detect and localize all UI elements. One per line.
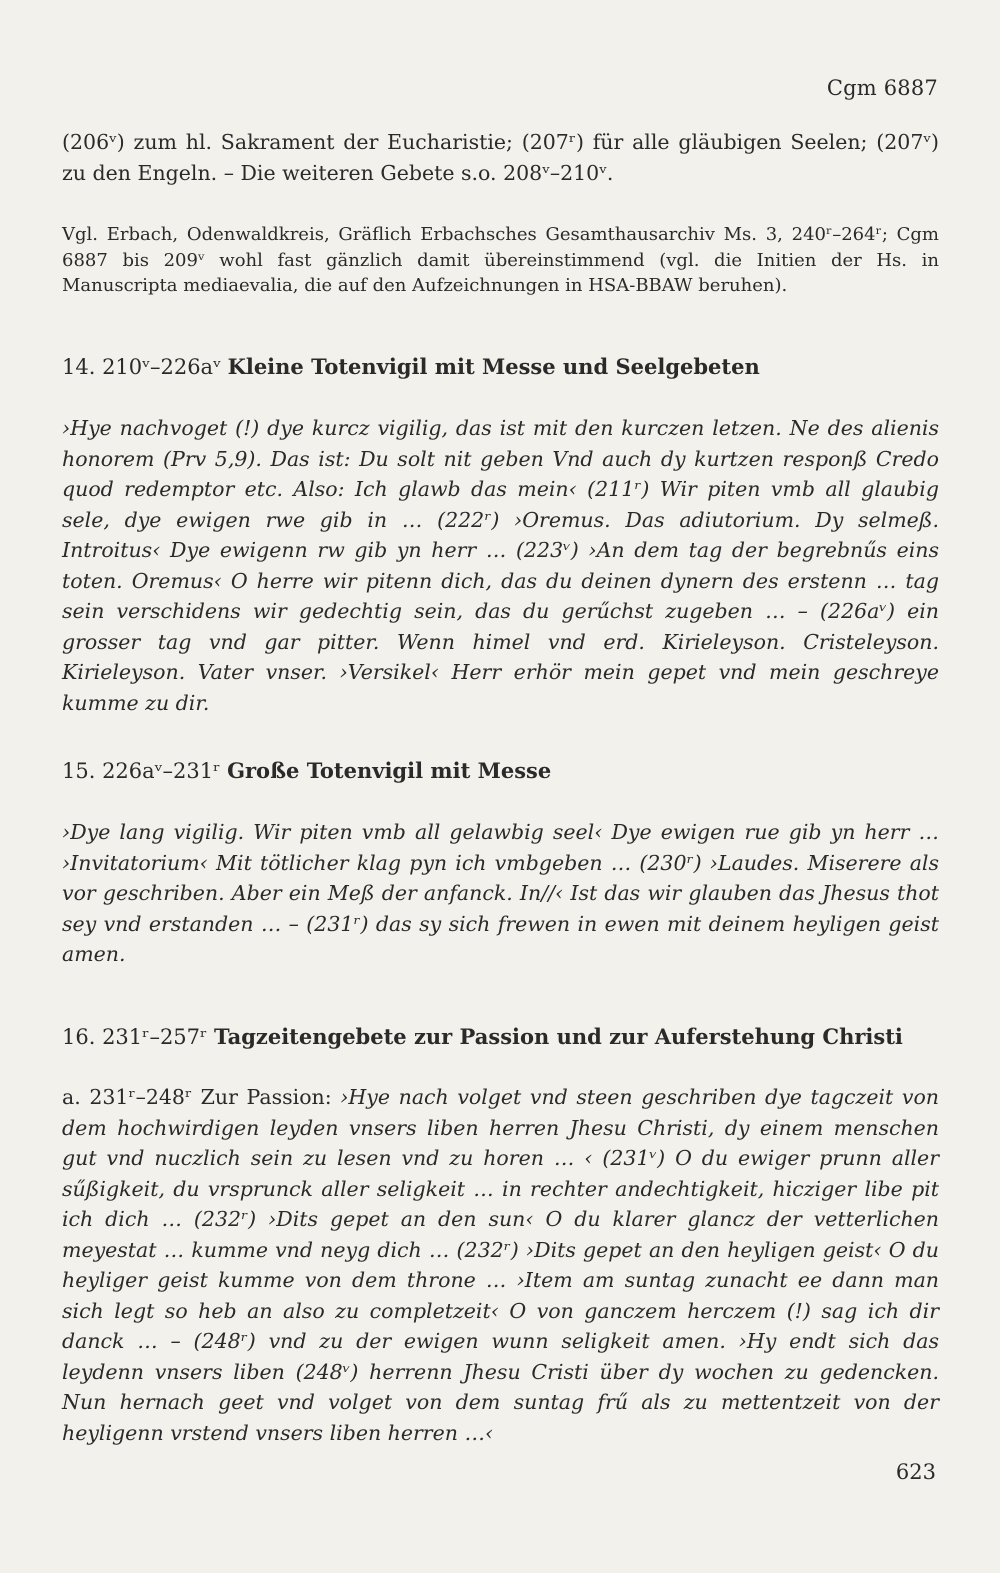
running-header: Cgm 6887: [826, 76, 938, 100]
reference-note: Vgl. Erbach, Odenwaldkreis, Gräflich Erbachsches Gesamthausarchiv Ms. 3, 240ʳ–264ʳ; Cgm 6887 bis 209ᵛ wohl fast gänzlich damit übereinstimmend (vgl. die Initien der Hs. in Manuscripta mediaevalia, die auf den Aufzeichnungen in HSA-BBAW beruhen).: [62, 224, 939, 296]
section-16-number: 16. 231ʳ–257ʳ: [62, 1025, 208, 1049]
section-16-text: [62, 1082, 939, 1448]
section-14-number: 14. 210ᵛ–226aᵛ: [62, 355, 221, 379]
section-16-heading: [62, 1022, 939, 1052]
section-14-title: Kleine Totenvigil mit Messe und Seelgebeten: [227, 354, 760, 379]
section-16-lead: a. 231ʳ–248ʳ Zur Passion:: [62, 1085, 341, 1109]
section-16-title: Tagzeitengebete zur Passion und zur Auferstehung Christi: [214, 1024, 903, 1049]
page-number: 623: [895, 1460, 936, 1484]
section-16-body: ›Hye nach volget vnd steen geschriben dye tagczeit von dem hochwirdigen leyden vnsers liben herren Jhesu Christi, dy einem menschen gut vnd nuczlich sein zu lesen vnd zu horen … ‹ (231ᵛ) O du ewiger prunn aller sűßigkeit, du vrsprunck aller seligkeit … in rechter andechtigkeit, hicziger libe pit ich dich … (232ʳ) ›Dits gepet an den sun‹ O du klarer glancz der vetterlichen meyestat … kumme vnd neyg dich … (232ʳ) ›Dits gepet an den heyligen geist‹ O du heyliger geist kumme von dem throne … ›Item am suntag zunacht ee dann man sich legt so heb an also zu completzeit‹ O von ganczem herczem (!) sag ich dir danck … – (248ʳ) vnd zu der ewigen wunn seligkeit amen. ›Hy endt sich das leydenn vnsers liben (248ᵛ) herrenn Jhesu Cristi über dy wochen zu gedencken. Nun hernach geet vnd volget von dem suntag frű als zu mettentzeit von der heyligenn vrstend vnsers liben herren …‹: [62, 1085, 939, 1445]
section-14-heading: [62, 352, 939, 382]
section-15-heading: [62, 756, 939, 786]
section-15-text: ›Dye lang vigilig. Wir piten vmb all gelawbig seel‹ Dye ewigen rue gib yn herr … ›Invitatorium‹ Mit tötlicher klag pyn ich vmbgeben … (230ʳ) ›Laudes. Miserere als vor geschriben. Aber ein Meß der anfanck. In//‹ Ist das wir glauben das Jhesus thot sey vnd erstanden … – (231ʳ) das sy sich frewen in ewen mit deinem heyligen geist amen.: [62, 820, 939, 966]
paragraph-continuation: (206ᵛ) zum hl. Sakrament der Eucharistie; (207ʳ) für alle gläubigen Seelen; (207ᵛ) zu den Engeln. – Die weiteren Gebete s.o. 208ᵛ–210ᵛ.: [62, 130, 939, 185]
section-15-number: 15. 226aᵛ–231ʳ: [62, 759, 221, 783]
section-14-text: ›Hye nachvoget (!) dye kurcz vigilig, das ist mit den kurczen letzen. Ne des alienis honorem (Prv 5,9). Das ist: Du solt nit geben Vnd auch dy kurtzen responß Credo quod redemptor etc. Also: Ich glawb das mein‹ (211ʳ) Wir piten vmb all glaubig sele, dye ewigen rwe gib in … (222ʳ) ›Oremus. Das adiutorium. Dy selmeß. Introitus‹ Dye ewigenn rw gib yn herr … (223ᵛ) ›An dem tag der begrebnűs eins toten. Oremus‹ O herre wir pitenn dich, das du deinen dynern des erstenn … tag sein verschidens wir gedechtig sein, das du gerűchst zugeben … – (226aᵛ) ein grosser tag vnd gar pitter. Wenn himel vnd erd. Kirieleyson. Cristeleyson. Kirieleyson. Vater vnser. ›Versikel‹ Herr erhör mein gepet vnd mein geschreye kumme zu dir.: [62, 416, 939, 715]
section-15-title: Große Totenvigil mit Messe: [227, 758, 552, 783]
